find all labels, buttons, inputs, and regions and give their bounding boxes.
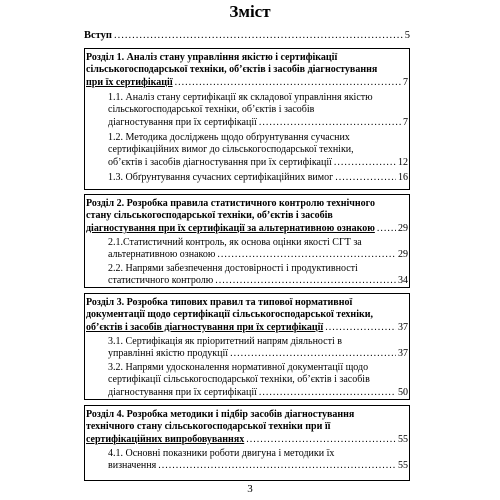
- toc-page-ref: 29: [398, 249, 408, 261]
- toc-subsection-4-1: [108, 448, 408, 473]
- leader-dots: [215, 275, 396, 287]
- leader-dots: [259, 117, 401, 129]
- toc-page-ref: 37: [398, 321, 408, 333]
- toc-section-3: [86, 297, 408, 334]
- section-line: сертифікаційних випробовуваннях: [86, 433, 245, 445]
- leader-dots: [259, 387, 396, 399]
- toc-page-ref: 5: [404, 30, 410, 41]
- leader-dots: [114, 29, 403, 42]
- toc-page-ref: 34: [398, 275, 408, 287]
- section-line: стану сільськогосподарської техніки, об’єктів і засобів: [86, 210, 333, 222]
- leader-dots: [325, 322, 396, 334]
- toc-subsection-1-2: [108, 132, 408, 169]
- subsection-line: 1.1. Аналіз стану сертифікації як складової управління якістю: [108, 92, 373, 103]
- section-line: діагностування при їх сертифікації за альтернативною ознакою: [86, 222, 375, 234]
- toc-subsection-2-2: [108, 263, 408, 288]
- toc-page-ref: 7: [403, 76, 408, 88]
- toc-page-ref: 55: [398, 460, 408, 472]
- subsection-line: діагностування при їх сертифікації: [108, 116, 257, 128]
- leader-dots: [158, 460, 396, 472]
- toc-page-ref: 29: [398, 222, 408, 234]
- page-number: 3: [247, 483, 253, 495]
- section-line: документації щодо сертифікації сільськогосподарської техніки,: [86, 309, 373, 321]
- subsection-line: сертифікації сільськогосподарської техніки, об’єктів і засобів: [108, 374, 370, 386]
- section-line: Розділ 1. Аналіз стану управління якістю і сертифікації: [86, 52, 338, 63]
- toc-subsection-2-1: [108, 237, 408, 262]
- toc-subsection-1-1: [108, 92, 408, 129]
- subsection-line: управлінні якістю продукції: [108, 348, 229, 360]
- subsection-line: об’єктів і засобів діагностування при їх сертифікації: [108, 156, 332, 168]
- toc-section-1: [86, 52, 408, 89]
- section-line: Розділ 2. Розробка правила статистичного контролю технічного: [86, 198, 375, 209]
- subsection-line: 1.2. Методика досліджень щодо обґрунтування сучасних: [108, 132, 350, 143]
- toc-page-ref: 50: [398, 386, 408, 398]
- section-line: сільськогосподарської техніки, об’єктів і засобів діагностування: [86, 64, 378, 76]
- leader-dots: [335, 172, 396, 184]
- subsection-line: визначення: [108, 460, 157, 472]
- leader-dots: [230, 348, 396, 360]
- toc-subsection-3-1: [108, 336, 408, 361]
- toc-intro-label: Вступ: [84, 30, 112, 41]
- toc-section-4: [86, 409, 408, 446]
- toc-section-2: [86, 198, 408, 235]
- subsection-line: статистичного контролю: [108, 275, 214, 287]
- section-line: технічного стану сільськогосподарської техніки при її: [86, 421, 331, 433]
- leader-dots: [377, 223, 396, 235]
- section-line: при їх сертифікації: [86, 76, 173, 88]
- toc-page-ref: 37: [398, 348, 408, 360]
- toc-page-ref: 7: [403, 116, 408, 128]
- toc-subsection-3-2: [108, 362, 408, 399]
- subsection-line: 3.1. Сертифікація як пріоритетний напрям діяльності в: [108, 336, 342, 347]
- subsection-line: сільськогосподарської техніки, об’єктів і засобів: [108, 104, 315, 116]
- leader-dots: [217, 249, 396, 261]
- subsection-line: сертифікаційних вимог до сільськогосподарської техніки,: [108, 144, 354, 156]
- toc-page-ref: 55: [398, 433, 408, 445]
- subsection-line: 2.1.Статистичний контроль, як основа оцінки якості СГТ за: [108, 237, 362, 248]
- toc-page-ref: 16: [398, 172, 408, 183]
- section-line: Розділ 3. Розробка типових правил та типової нормативної: [86, 297, 353, 308]
- toc-intro-entry: [84, 29, 410, 42]
- leader-dots: [175, 77, 401, 89]
- subsection-line: 1.3. Обґрунтування сучасних сертифікаційних вимог: [108, 172, 334, 183]
- leader-dots: [334, 157, 396, 169]
- subsection-line: діагностування при їх сертифікації: [108, 386, 257, 398]
- subsection-line: 2.2. Напрями забезпечення достовірності і продуктивності: [108, 263, 358, 274]
- leader-dots: [246, 434, 396, 446]
- subsection-line: 3.2. Напрями удосконалення нормативної документації щодо: [108, 362, 369, 373]
- subsection-line: альтернативною ознакою: [108, 249, 216, 261]
- section-line: Розділ 4. Розробка методики і підбір засобів діагностування: [86, 409, 355, 420]
- subsection-line: 4.1. Основні показники роботи двигуна і методики їх: [108, 448, 335, 459]
- section-line: об’єктів і засобів діагностування при їх сертифікації: [86, 321, 324, 333]
- toc-page-ref: 12: [398, 156, 408, 168]
- toc-subsection-1-3: [108, 172, 408, 184]
- page-title: Зміст: [229, 2, 271, 21]
